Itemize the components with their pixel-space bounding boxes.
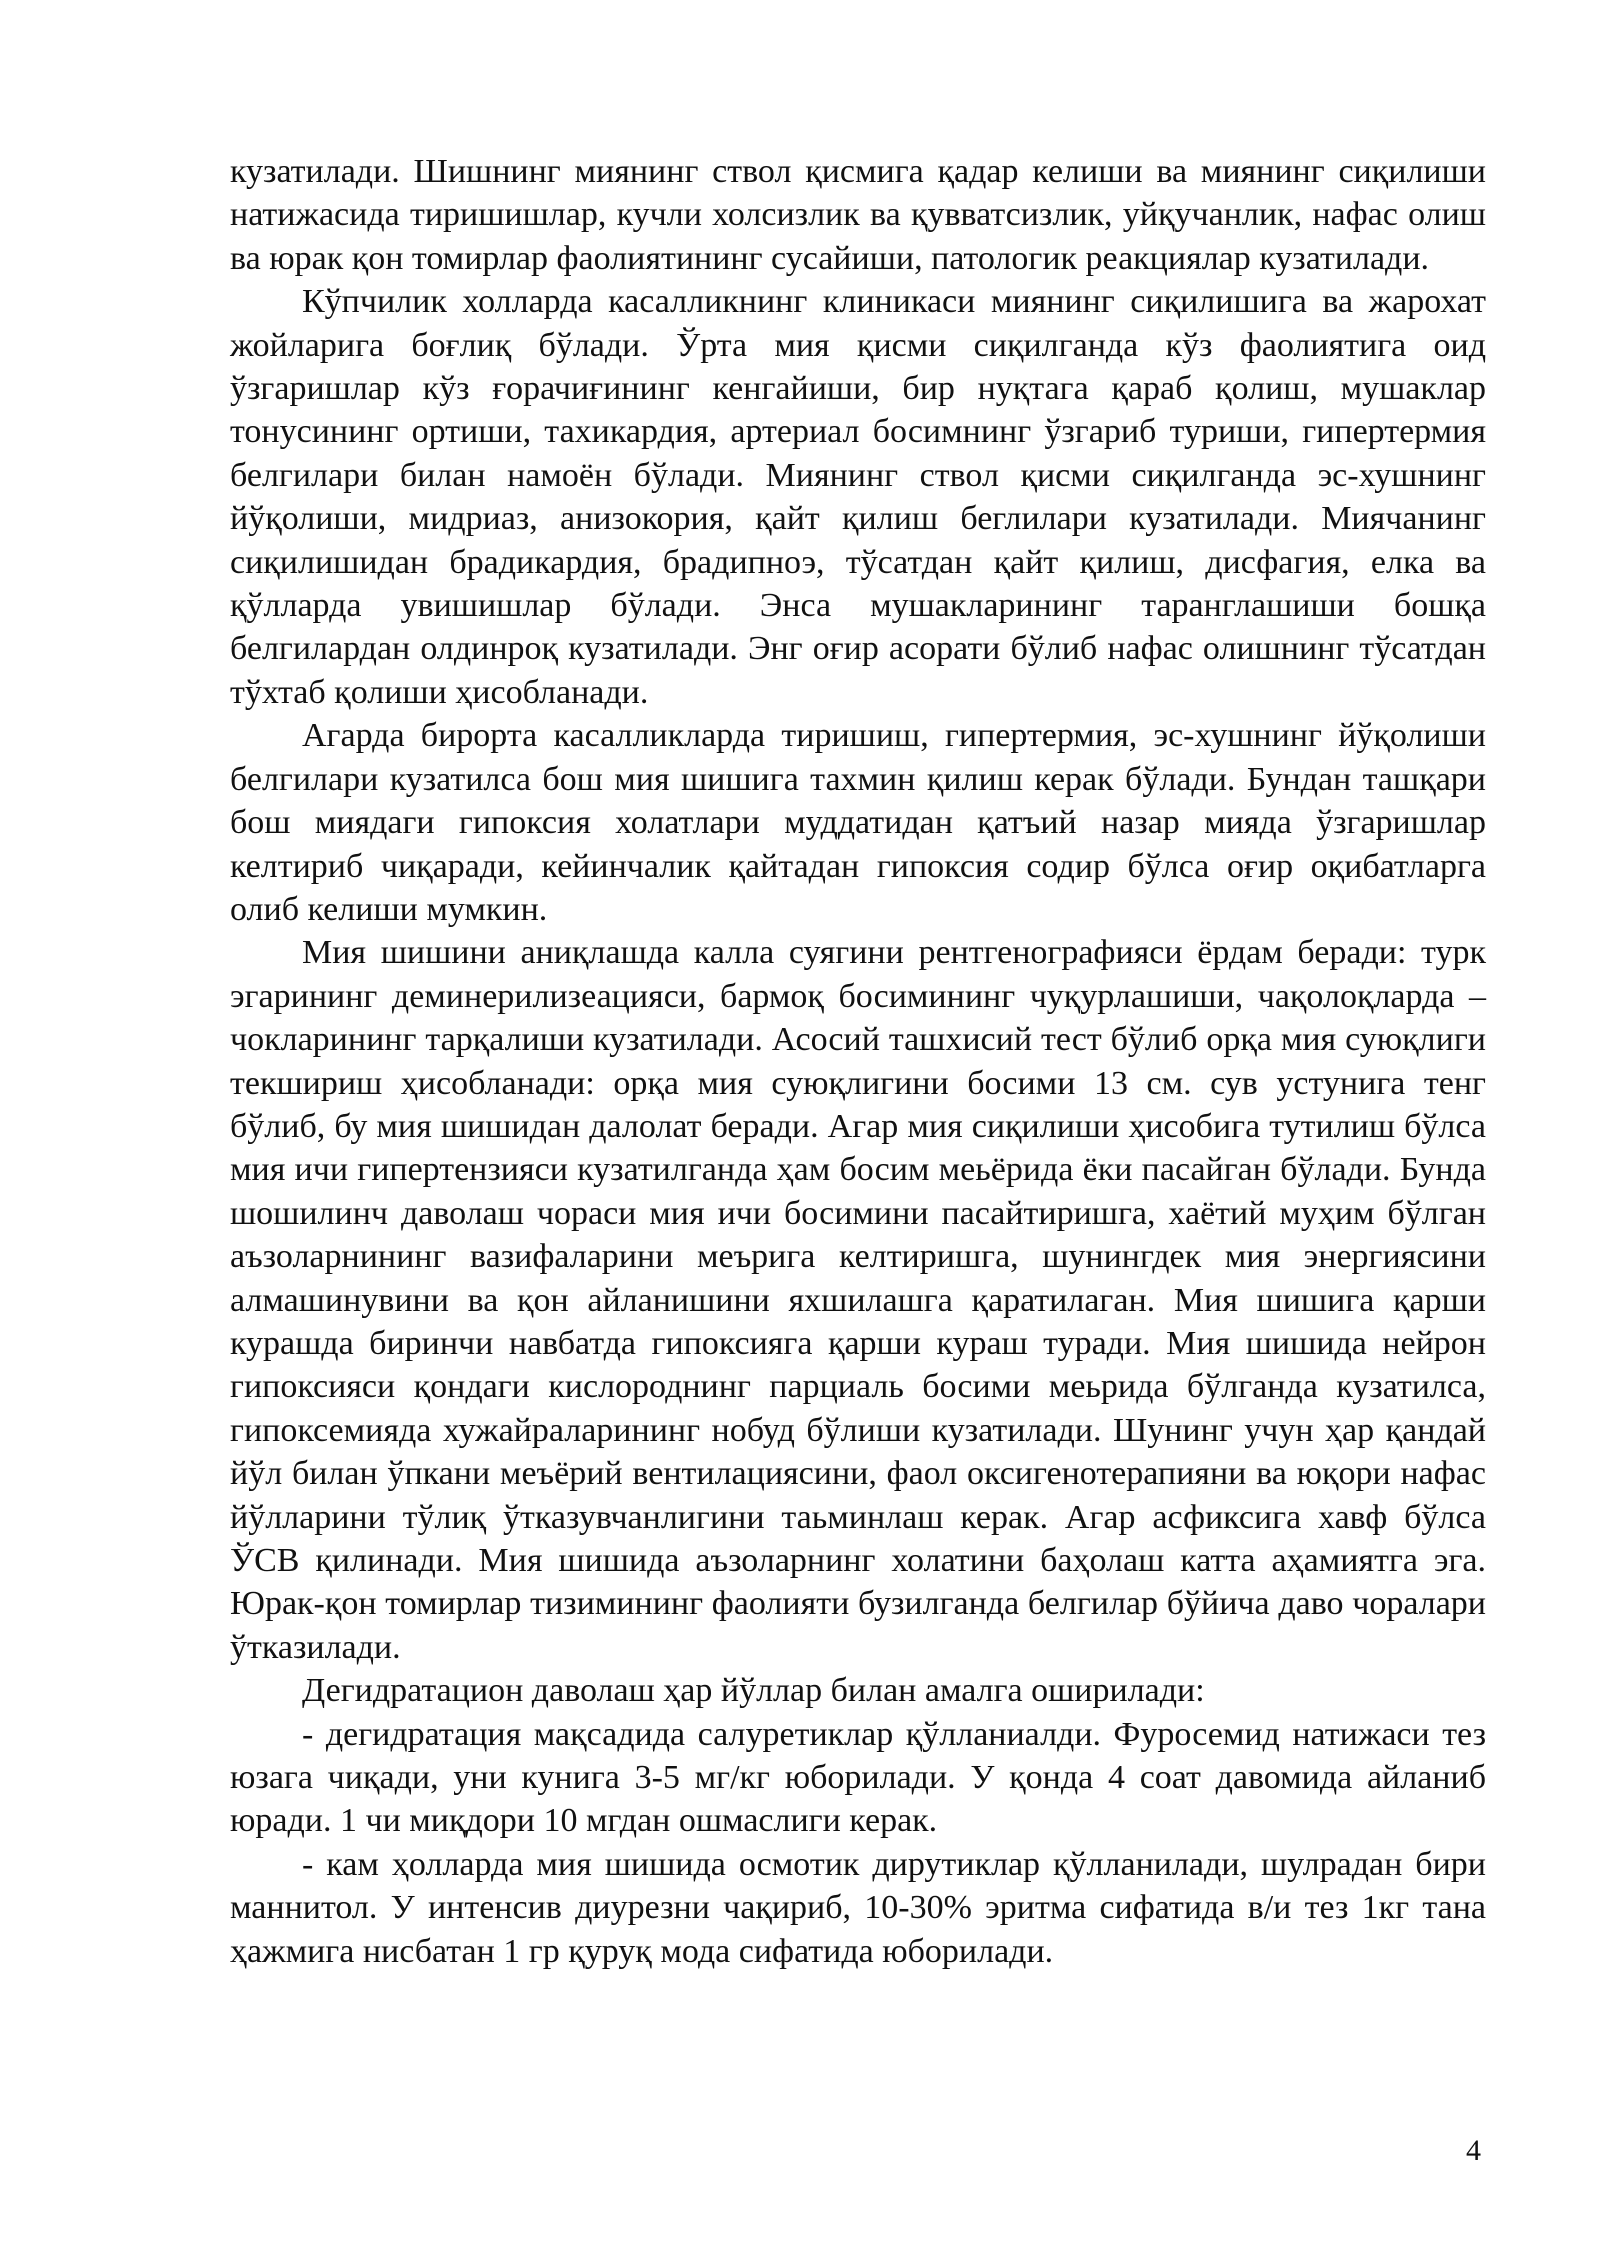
paragraph-clinical-signs: Кўпчилик холларда касалликнинг клиникаси миянинг сиқилишига ва жарохат жойларига боғлиқ бўлади. Ўрта мия қисми сиқилганда кўз фаолиятига оид ўзгаришлар кўз ғорачиғининг кенгайиши, бир нуқтага қараб қолиш, мушаклар тонусининг ортиши, тахикардия, артериал босимнинг ўзгариб туриши, гипертермия белгилари билан намоён бўлади. Миянинг ствол қисми сиқилганда эс-хушнинг йўқолиши, мидриаз, анизокория, қайт қилиш беглилари кузатилади. Миячанинг сиқилишидан брадикардия, брадипноэ, тўсатдан қайт қилиш, дисфагия, елка ва қўлларда увишишлар бўлади. Энса мушакларининг таранглашиши бошқа белгилардан олдинроқ кузатилади. Энг оғир асорати бўлиб нафас олишнинг тўсатдан тўхтаб қолиши ҳисобланади.: [230, 283, 1486, 711]
document-body: [230, 150, 1486, 1973]
page-number: 4: [1466, 2134, 1481, 2167]
paragraph-dehydration-intro: Дегидратацион даволаш ҳар йўллар билан амалга оширилади:: [302, 1672, 1205, 1710]
paragraph-osmotic-diuretics: - кам ҳолларда мия шишида осмотик дирутиклар қўлланилади, шулрадан бири маннитол. У интенсив диурезни чақириб, 10-30% эритма сифатида в/и тез 1кг тана ҳажмига нисбатан 1 гр қуруқ мода сифатида юборилади.: [230, 1845, 1486, 1970]
paragraph-continued: кузатилади. Шишнинг миянинг ствол қисмига қадар келиши ва миянинг сиқилиши натижасида тиришишлар, кучли холсизлик ва қувватсизлик, уйқучанлик, нафас олиш ва юрак қон томирлар фаолиятининг сусайиши, патологик реакциялар кузатилади.: [230, 153, 1486, 277]
paragraph-suspicion: Агарда бирорта касалликларда тиришиш, гипертермия, эс-хушнинг йўқолиши белгилари кузатилса бош мия шишига тахмин қилиш керак бўлади. Бундан ташқари бош миядаги гипоксия холатлари муддатидан қатъий назар мияда ўзгаришлар келтириб чиқаради, кейинчалик қайтадан гипоксия содир бўлса оғир оқибатларга олиб келиши мумкин.: [230, 717, 1486, 928]
paragraph-saluretics: - дегидратация мақсадида салуретиклар қўлланиалди. Фуросемид натижаси тез юзага чиқади, уни кунига 3-5 мг/кг юборилади. У қонда 4 соат давомида айланиб юради. 1 чи миқдори 10 мгдан ошмаслиги керак.: [230, 1715, 1486, 1840]
paragraph-diagnosis-treatment: Мия шишини аниқлашда калла суягини рентгенографияси ёрдам беради: турк эгарининг деминерилизеацияси, бармоқ босимининг чуқурлашиши, чақолоқларда – чокларининг тарқалиши кузатилади. Асосий ташхисий тест бўлиб орқа мия суюқлиги текшириш ҳисобланади: орқа мия суюқлигини босими 13 см. сув устунига тенг бўлиб, бу мия шишидан далолат беради. Агар мия сиқилиши ҳисобига тутилиш бўлса мия ичи гипертензияси кузатилганда ҳам босим меьёрида ёки пасайган бўлади. Бунда шошилинч даволаш чораси мия ичи босимини пасайтиришга, хаётий муҳим бўлган аъзоларнининг вазифаларини меърига келтиришга, шунингдек мия энергиясини алмашинувини ва қон айланишини яхшилашга қаратилаган. Мия шишига қарши курашда биринчи навбатда гипоксияга қарши кураш туради. Мия шишида нейрон гипоксияси қондаги кислороднинг парциаль босими меьрида бўлганда кузатилса, гипоксемияда хужайраларининг нобуд бўлиши кузатилади. Шунинг учун ҳар қандай йўл билан ўпкани меъёрий вентилациясини, фаол оксигенотерапияни ва юқори нафас йўлларини тўлиқ ўтказувчанлигини таьминлаш керак. Агар асфиксига хавф бўлса ЎСВ қилинади. Мия шишида аъзоларнинг холатини баҳолаш катта аҳамиятга эга. Юрак-қон томирлар тизимининг фаолияти бузилганда белгилар бўйича даво чоралари ўтказилади.: [230, 934, 1486, 1666]
